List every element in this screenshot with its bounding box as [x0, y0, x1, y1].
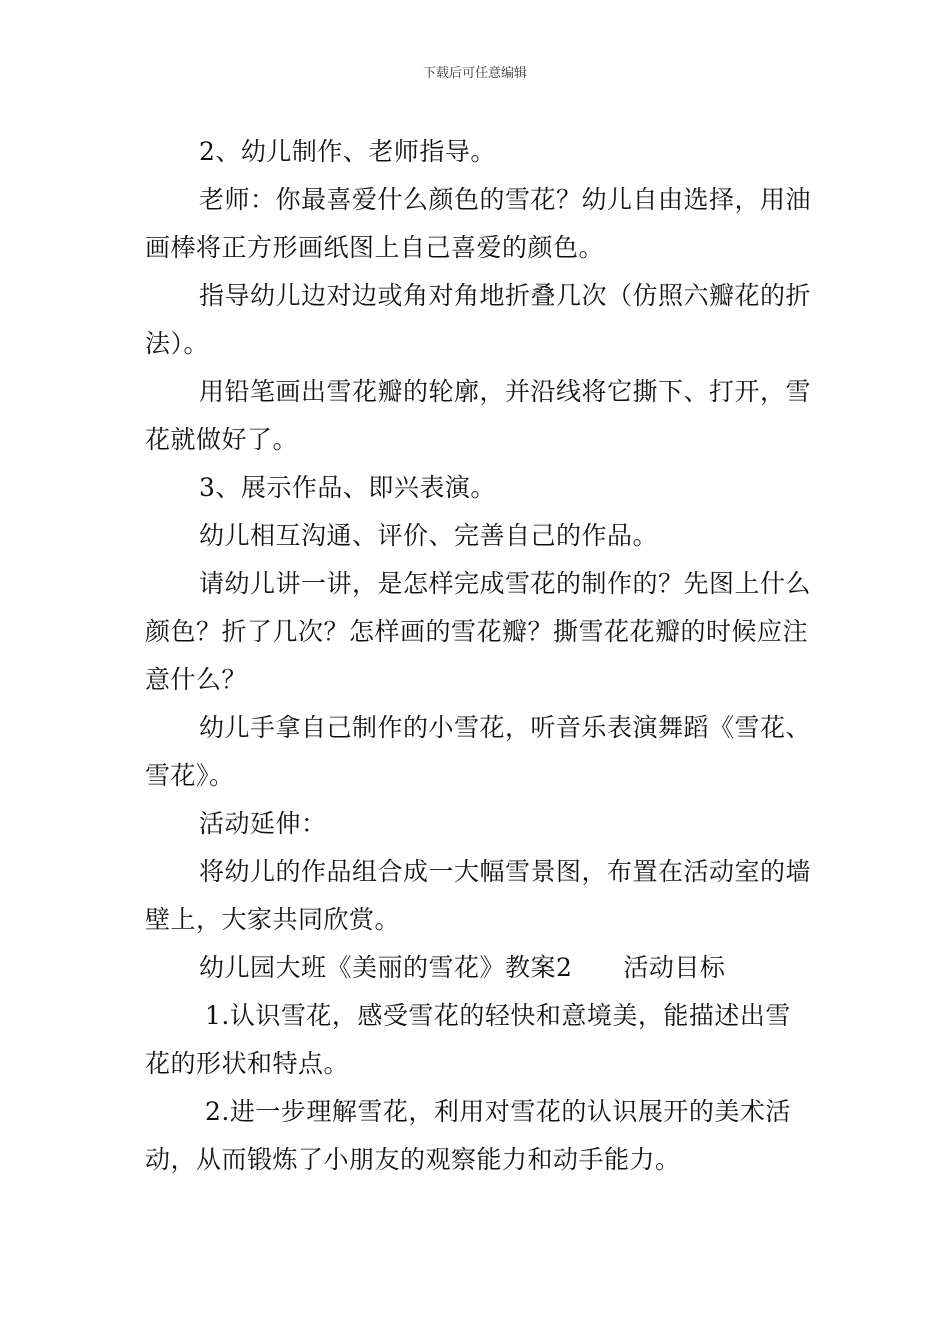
paragraph-goal-2: 2.进一步理解雪花，利用对雪花的认识展开的美术活动，从而锻炼了小朋友的观察能力和动手能力。: [145, 1097, 791, 1174]
paragraph-snow-scene: 将幼儿的作品组合成一大幅雪景图，布置在活动室的墙壁上，大家共同欣赏。: [145, 857, 812, 934]
paragraph-step-2: 2、幼儿制作、老师指导。: [199, 137, 496, 166]
paragraph-lesson-2-title: 幼儿园大班《美丽的雪花》教案2 活动目标: [199, 953, 726, 982]
paragraph-step-3: 3、展示作品、即兴表演。: [199, 473, 496, 502]
page-header: 下载后可任意编辑: [422, 66, 527, 81]
paragraph-goal-1: 1.认识雪花，感受雪花的轻快和意境美，能描述出雪花的形状和特点。: [145, 1001, 791, 1078]
paragraph-teacher-question: 老师：你最喜爱什么颜色的雪花？幼儿自由选择，用油画棒将正方形画纸图上自己喜爱的颜色。: [145, 185, 812, 262]
paragraph-folding-guide: 指导幼儿边对边或角对角地折叠几次（仿照六瓣花的折法）。: [145, 281, 812, 358]
paragraph-explain-process: 请幼儿讲一讲，是怎样完成雪花的制作的？先图上什么颜色？折了几次？怎样画的雪花瓣？撕雪花花瓣的时候应注意什么？: [145, 569, 812, 694]
paragraph-dance-performance: 幼儿手拿自己制作的小雪花，听音乐表演舞蹈《雪花、雪花》。: [145, 713, 812, 790]
paragraph-evaluate-works: 幼儿相互沟通、评价、完善自己的作品。: [199, 521, 659, 550]
document-body: [145, 128, 815, 1184]
paragraph-extension-heading: 活动延伸：: [199, 809, 327, 838]
paragraph-pencil-outline: 用铅笔画出雪花瓣的轮廓，并沿线将它撕下、打开，雪花就做好了。: [145, 377, 812, 454]
